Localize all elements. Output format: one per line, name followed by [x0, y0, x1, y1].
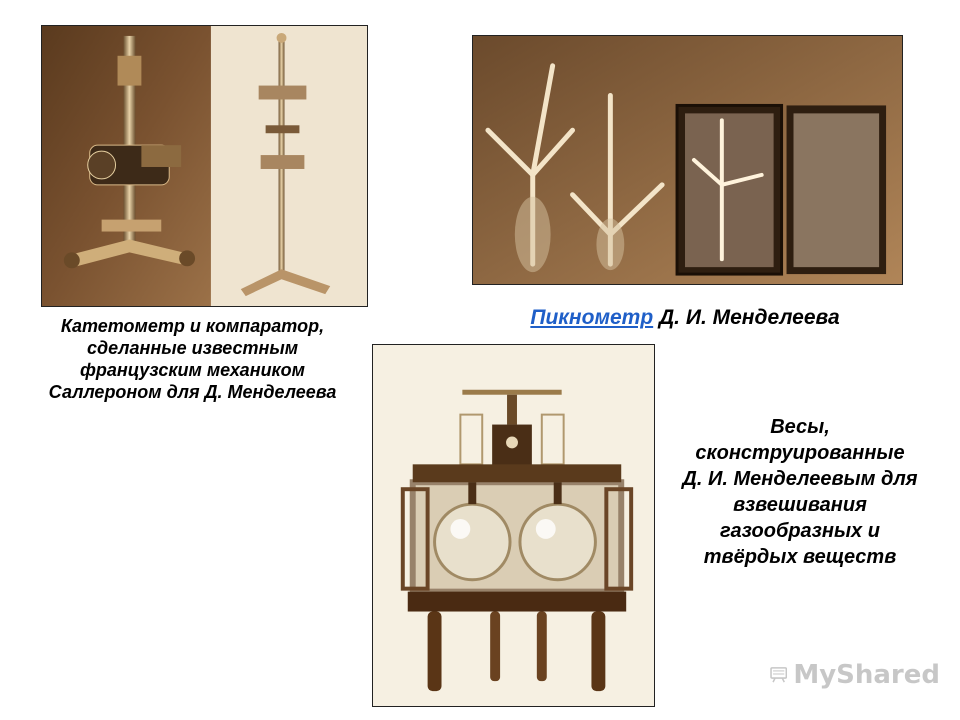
myshared-watermark [770, 655, 940, 695]
cathetometer-caption [10, 315, 375, 403]
caption-line: взвешивания [733, 494, 867, 516]
caption-line: Саллероном для Д. Менделеева [48, 382, 337, 402]
scales-photo [372, 344, 655, 707]
caption-line: твёрдых веществ [703, 546, 897, 568]
caption-line: Д. И. Менделеевым для [682, 468, 918, 490]
caption-line: Катетометр и компаратор, [60, 316, 325, 336]
watermark-text: MyShared [793, 660, 940, 690]
pycnometer-caption-rest: Д. И. Менделеева [653, 306, 840, 329]
pycnometer-photo [472, 35, 903, 285]
pycnometer-link[interactable]: Пикнометр [530, 306, 654, 329]
caption-line: французским механиком [80, 360, 305, 380]
cathetometer-photo [41, 25, 368, 307]
caption-line: Весы, [770, 416, 830, 438]
caption-line: сделанные известным [86, 338, 299, 358]
projector-icon [770, 659, 787, 691]
pycnometer-caption [470, 305, 900, 331]
caption-line: сконструированные [695, 442, 905, 464]
caption-line: газообразных и [720, 520, 880, 542]
scales-caption [650, 414, 950, 570]
